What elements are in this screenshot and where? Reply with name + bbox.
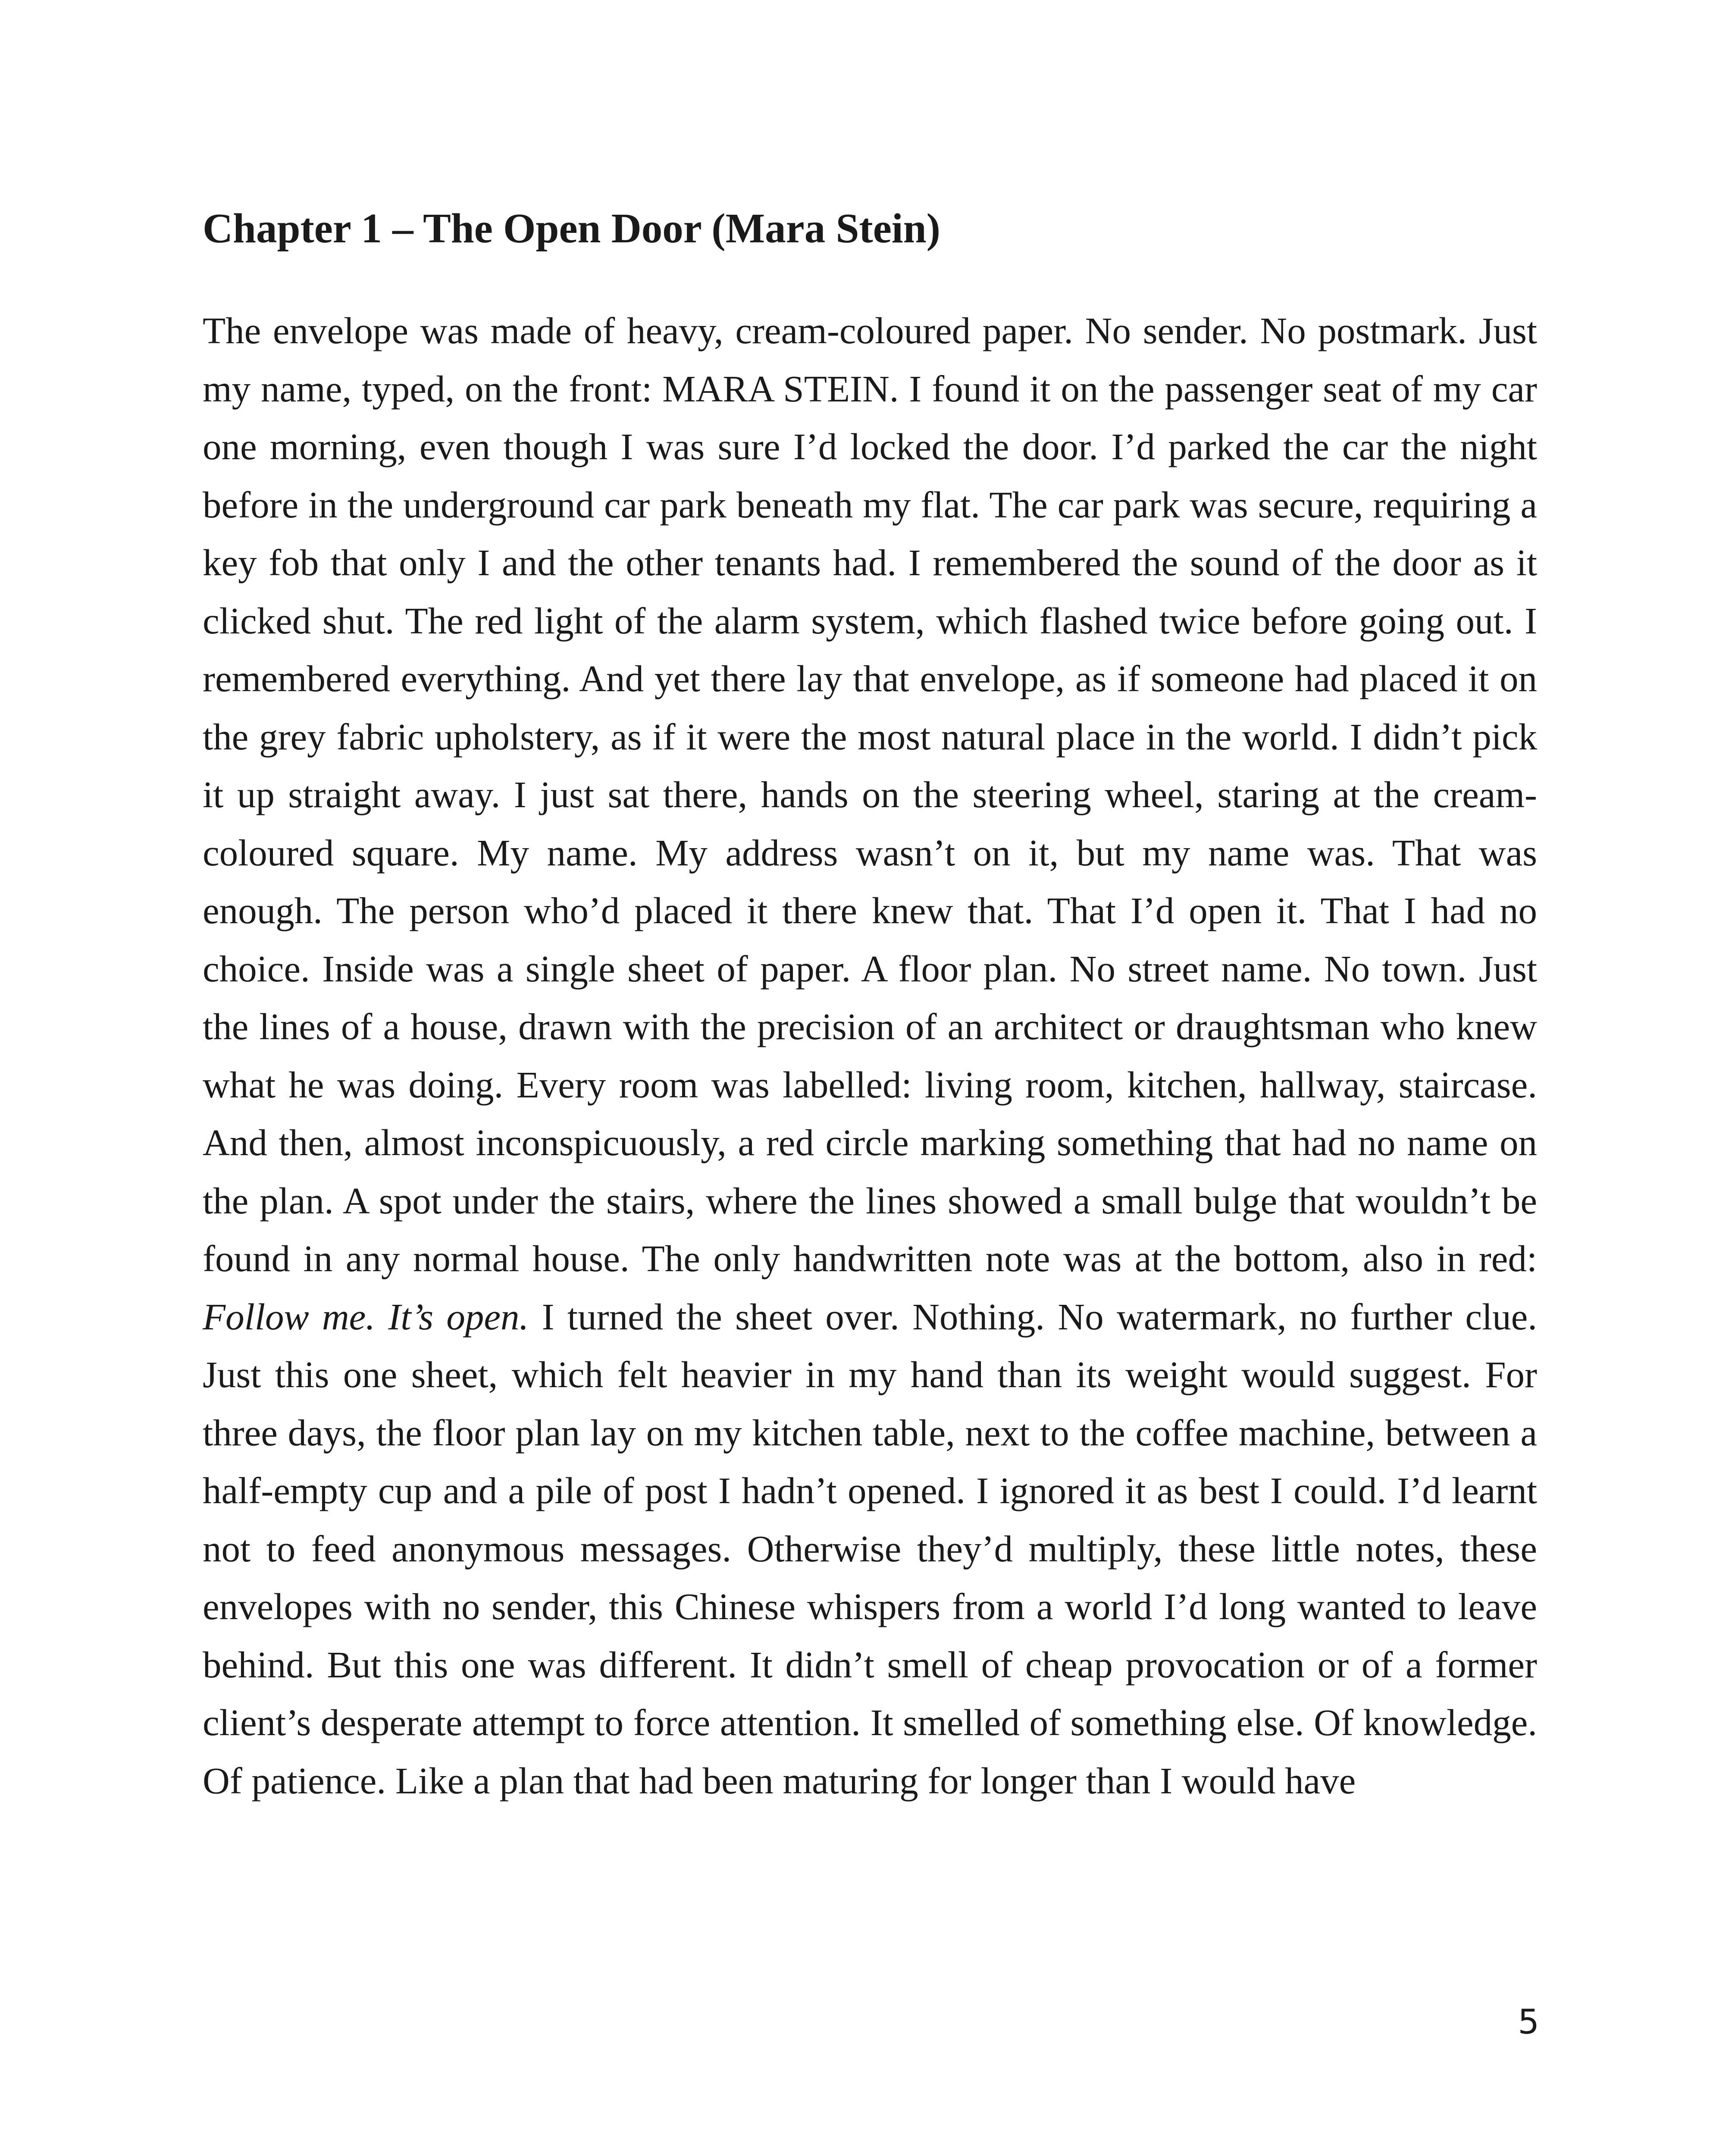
body-text-before-note: The envelope was made of heavy, cream-coloured paper. No sender. No postmark. Just my name, typed, on the front: MARA STEIN. I found it on the passenger seat of my car one morning, even though I was sure I’d locked the door. I’d parked the car the night before in the underground car park beneath my flat. The car park was secure, requiring a key fob that only I and the other tenants had. I remembered the sound of the door as it clicked shut. The red light of the alarm system, which flashed twice before going out. I remembered everything. And yet there lay that envelope, as if someone had placed it on the grey fabric upholstery, as if it were the most natural place in the world. I didn’t pick it up straight away. I just sat there, hands on the steering wheel, staring at the cream-coloured square. My name. My address wasn’t on it, but my name was. That was enough. The person who’d placed it there knew that. That I’d open it. That I had no choice. Inside was a single sheet of paper. A floor plan. No street name. No town. Just the lines of a house, drawn with the precision of an architect or draughtsman who knew what he was doing. Every room was labelled: living room, kitchen, hallway, staircase. And then, almost inconspicuously, a red circle marking something that had no name on the plan. A spot under the stairs, where the lines showed a small bulge that wouldn’t be found in any normal house. The only handwritten note was at the bottom, also in red:	[203, 310, 1537, 1279]
body-text-after-note: I turned the sheet over. Nothing. No watermark, no further clue. Just this one sheet, which felt heavier in my hand than its weight would suggest. For three days, the floor plan lay on my kitchen table, next to the coffee machine, between a half-empty cup and a pile of post I hadn’t opened. I ignored it as best I could. I’d learnt not to feed anonymous messages. Otherwise they’d multiply, these little notes, these envelopes with no sender, this Chinese whispers from a world I’d long wanted to leave behind. But this one was different. It didn’t smell of cheap provocation or of a former client’s desperate attempt to force attention. It smelled of something else. Of knowledge. Of patience. Like a plan that had been maturing for longer than I would have	[203, 1295, 1537, 1802]
chapter-title: Chapter 1 – The Open Door (Mara Stein)	[203, 205, 940, 251]
page-number: 5	[1518, 2003, 1539, 2042]
italic-note: Follow me. It’s open.	[203, 1295, 529, 1338]
body-paragraph	[203, 302, 1537, 1810]
